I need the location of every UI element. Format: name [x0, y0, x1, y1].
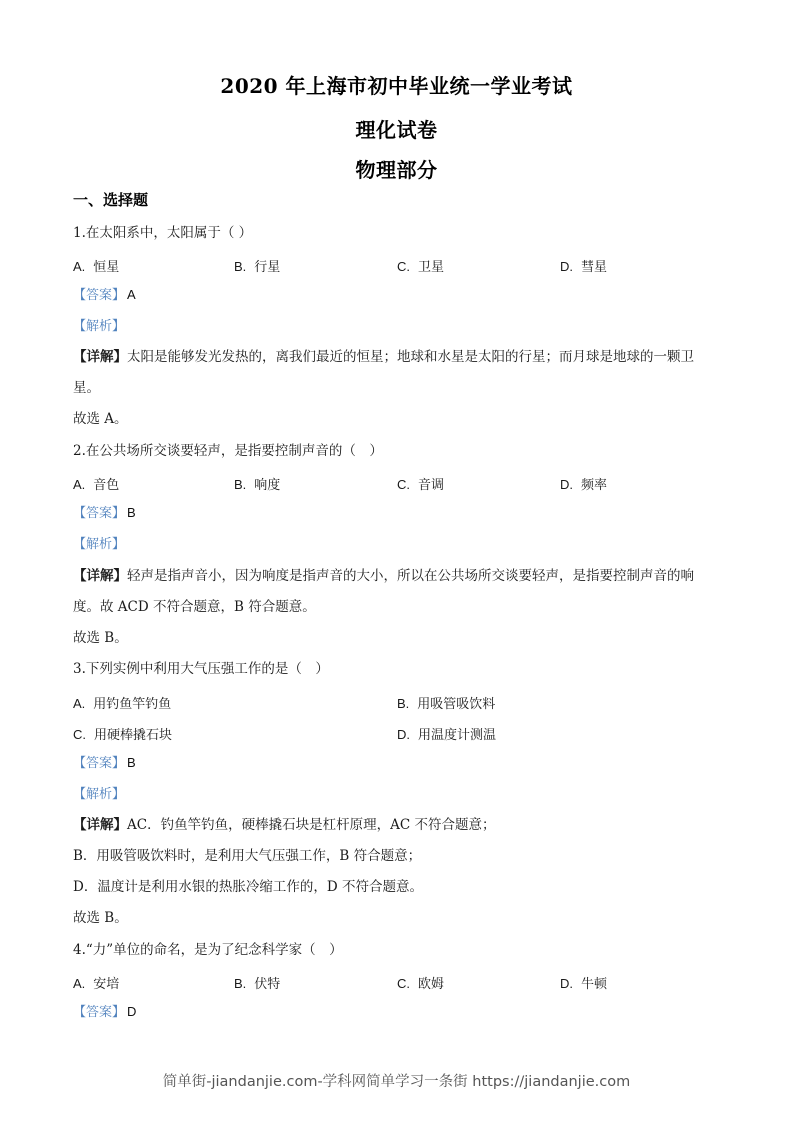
question-3-detail-line-2: B．用吸管吸饮料时，是利用大气压强工作，B 符合题意；	[73, 848, 422, 864]
question-3-stem: 3.下列实例中利用大气压强工作的是（ ）	[73, 661, 329, 677]
question-4-answer	[73, 1004, 136, 1021]
answer-value: B	[127, 755, 136, 770]
question-1-analysis-label: 【解析】	[73, 319, 126, 334]
question-2-option-c: C. 音调	[397, 477, 445, 493]
answer-label: 【答案】	[73, 288, 126, 303]
question-3-answer	[73, 755, 136, 772]
question-1-option-b: B. 行星	[234, 259, 281, 275]
question-2-analysis-label: 【解析】	[73, 537, 126, 552]
document-title: 2020 年上海市初中毕业统一学业考试	[220, 74, 573, 98]
detail-label: 【详解】	[73, 349, 127, 365]
question-2-option-d: D. 频率	[560, 477, 608, 493]
detail-label: 【详解】	[73, 817, 127, 833]
question-2-answer	[73, 505, 136, 522]
footer-watermark: 简单街-jiandanjie.com-学科网简单学习一条街 https://jiandanjie.com	[162, 1074, 631, 1090]
question-3-option-d: D. 用温度计测温	[397, 727, 497, 743]
answer-label: 【答案】	[73, 506, 126, 521]
question-1-option-c: C. 卫星	[397, 259, 445, 275]
answer-value: A	[127, 287, 136, 302]
question-4-stem: 4.“力”单位的命名，是为了纪念科学家（ ）	[73, 942, 343, 958]
section-part-title: 物理部分	[355, 158, 438, 182]
question-1-option-d: D. 彗星	[560, 259, 608, 275]
question-2-stem: 2.在公共场所交谈要轻声，是指要控制声音的（ ）	[73, 443, 383, 459]
question-4-option-b: B. 伏特	[234, 976, 281, 992]
section-heading: 一、选择题	[73, 191, 149, 209]
question-1-conclusion: 故选 A。	[73, 411, 128, 427]
question-1-detail-line-1: 【详解】太阳是能够发光发热的，离我们最近的恒星；地球和水星是太阳的行星；而月球是地球的一颗卫	[73, 349, 694, 365]
question-1-detail-line-2: 星。	[73, 380, 100, 396]
question-4-option-a: A. 安培	[73, 976, 120, 992]
question-4-option-d: D. 牛顿	[560, 976, 608, 992]
answer-label: 【答案】	[73, 756, 126, 771]
detail-label: 【详解】	[73, 568, 127, 584]
question-2-detail-line-1: 【详解】轻声是指声音小，因为响度是指声音的大小，所以在公共场所交谈要轻声，是指要控制声音的响	[73, 568, 694, 584]
question-3-detail-line-3: D．温度计是利用水银的热胀冷缩工作的，D 不符合题意。	[73, 879, 423, 895]
question-2-option-a: A. 音色	[73, 477, 120, 493]
document-subtitle: 理化试卷	[355, 118, 438, 142]
question-3-option-a: A. 用钓鱼竿钓鱼	[73, 696, 172, 712]
question-3-conclusion: 故选 B。	[73, 910, 128, 926]
question-1-stem: 1.在太阳系中，太阳属于（ ）	[73, 225, 253, 241]
question-2-conclusion: 故选 B。	[73, 630, 128, 646]
question-4-option-c: C. 欧姆	[397, 976, 445, 992]
question-3-option-b: B. 用吸管吸饮料	[397, 696, 496, 712]
question-1-answer	[73, 287, 136, 304]
answer-label: 【答案】	[73, 1005, 126, 1020]
question-3-analysis-label: 【解析】	[73, 787, 126, 802]
question-3-option-c: C. 用硬棒撬石块	[73, 727, 173, 743]
question-2-option-b: B. 响度	[234, 477, 281, 493]
answer-value: D	[127, 1004, 137, 1019]
answer-value: B	[127, 505, 136, 520]
question-2-detail-line-2: 度。故 ACD 不符合题意，B 符合题意。	[73, 599, 316, 615]
question-1-option-a: A. 恒星	[73, 259, 120, 275]
question-3-detail-line-1: 【详解】AC．钓鱼竿钓鱼，硬棒撬石块是杠杆原理，AC 不符合题意；	[73, 817, 496, 833]
